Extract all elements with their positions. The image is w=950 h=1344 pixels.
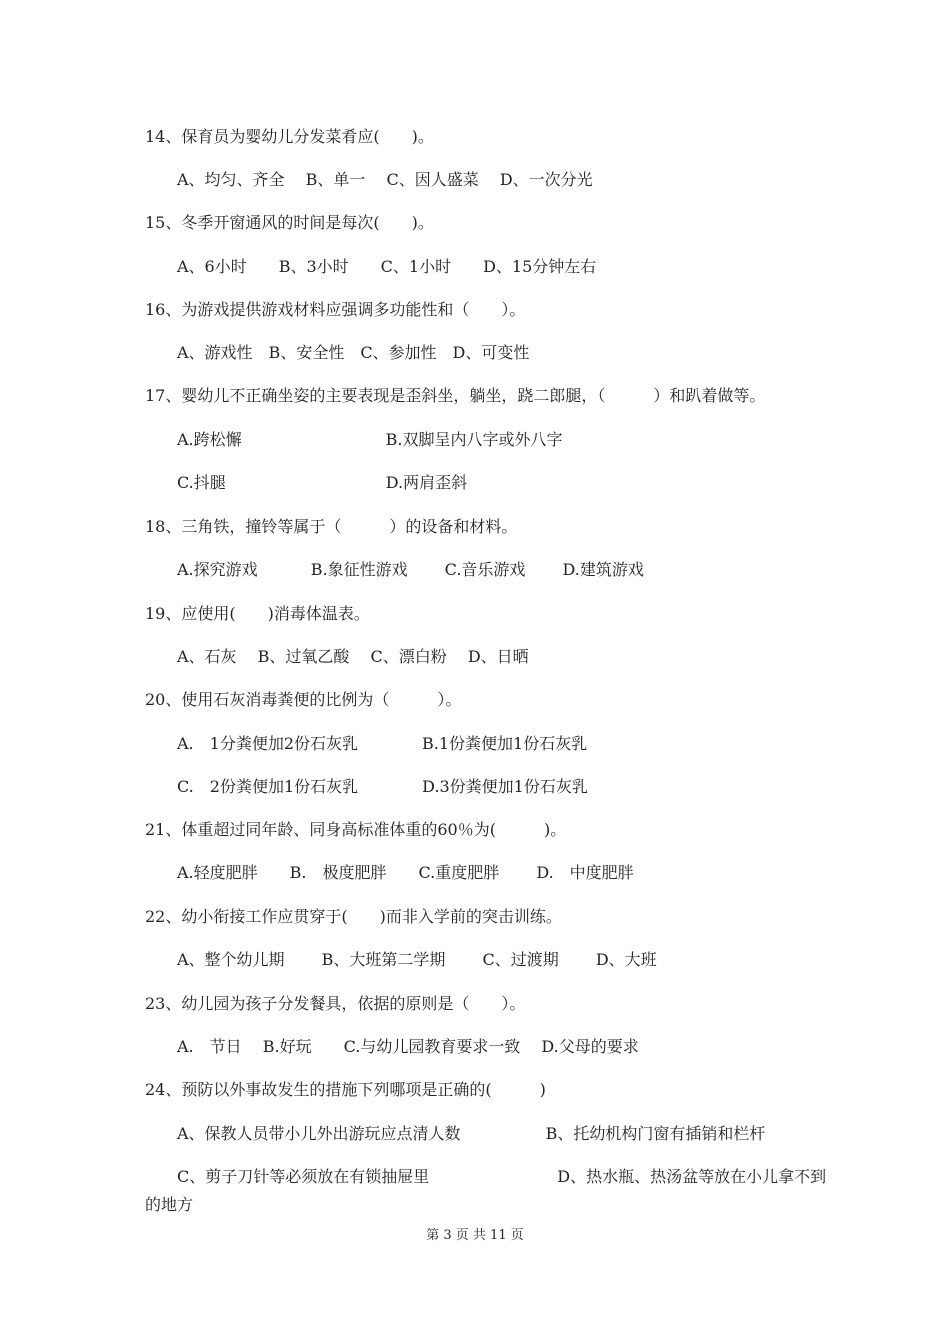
question-19: 19、应使用( )消毒体温表。 <box>145 604 370 623</box>
question-15: 15、冬季开窗通风的时间是每次( )。 <box>145 213 434 232</box>
question-16: 16、为游戏提供游戏材料应强调多功能性和（ ）。 <box>145 300 526 319</box>
question-24-options-cd: C、剪子刀针等必须放在有锁抽屉里 D、热水瓶、热汤盆等放在小儿拿不到 <box>177 1167 827 1186</box>
question-15-options: A、6小时 B、3小时 C、1小时 D、15分钟左右 <box>177 257 597 276</box>
question-21: 21、体重超过同年龄、同身高标准体重的60％为( )。 <box>145 820 567 839</box>
question-20: 20、使用石灰消毒粪便的比例为（ ）。 <box>145 690 462 709</box>
question-19-options: A、石灰 B、过氧乙酸 C、漂白粉 D、日晒 <box>177 647 529 666</box>
question-20-options-ab: A. 1分粪便加2份石灰乳 B.1份粪便加1份石灰乳 <box>177 734 588 753</box>
question-17-options-ab: A.跨松懈 B.双脚呈内八字或外八字 <box>177 430 563 449</box>
question-16-options: A、游戏性 B、安全性 C、参加性 D、可变性 <box>177 343 530 362</box>
question-21-options: A.轻度肥胖 B. 极度肥胖 C.重度肥胖 D. 中度肥胖 <box>177 863 634 882</box>
question-22: 22、幼小衔接工作应贯穿于( )而非入学前的突击训练。 <box>145 907 562 926</box>
question-14: 14、保育员为婴幼儿分发菜肴应( )。 <box>145 127 434 146</box>
question-18: 18、三角铁，撞铃等属于（ ）的设备和材料。 <box>145 517 518 536</box>
question-24-continuation: 的地方 <box>145 1195 194 1214</box>
question-24-options-ab: A、保教人员带小儿外出游玩应点清人数 B、托幼机构门窗有插销和栏杆 <box>177 1124 766 1143</box>
page-number-footer: 第 3 页 共 11 页 <box>426 1228 524 1243</box>
question-23-options: A. 节日 B.好玩 C.与幼儿园教育要求一致 D.父母的要求 <box>177 1037 639 1056</box>
question-14-options: A、均匀、齐全 B、单一 C、因人盛菜 D、一次分光 <box>177 170 593 189</box>
question-18-options: A.探究游戏 B.象征性游戏 C.音乐游戏 D.建筑游戏 <box>177 560 644 579</box>
question-17: 17、婴幼儿不正确坐姿的主要表现是歪斜坐，躺坐，跷二郎腿，（ ）和趴着做等。 <box>145 386 766 405</box>
question-23: 23、幼儿园为孩子分发餐具，依据的原则是（ ）。 <box>145 994 526 1013</box>
question-22-options: A、整个幼儿期 B、大班第二学期 C、过渡期 D、大班 <box>177 950 657 969</box>
question-17-options-cd: C.抖腿 D.两肩歪斜 <box>177 473 468 492</box>
question-20-options-cd: C. 2份粪便加1份石灰乳 D.3份粪便加1份石灰乳 <box>177 777 588 796</box>
question-24: 24、预防以外事故发生的措施下列哪项是正确的( ) <box>145 1080 546 1099</box>
